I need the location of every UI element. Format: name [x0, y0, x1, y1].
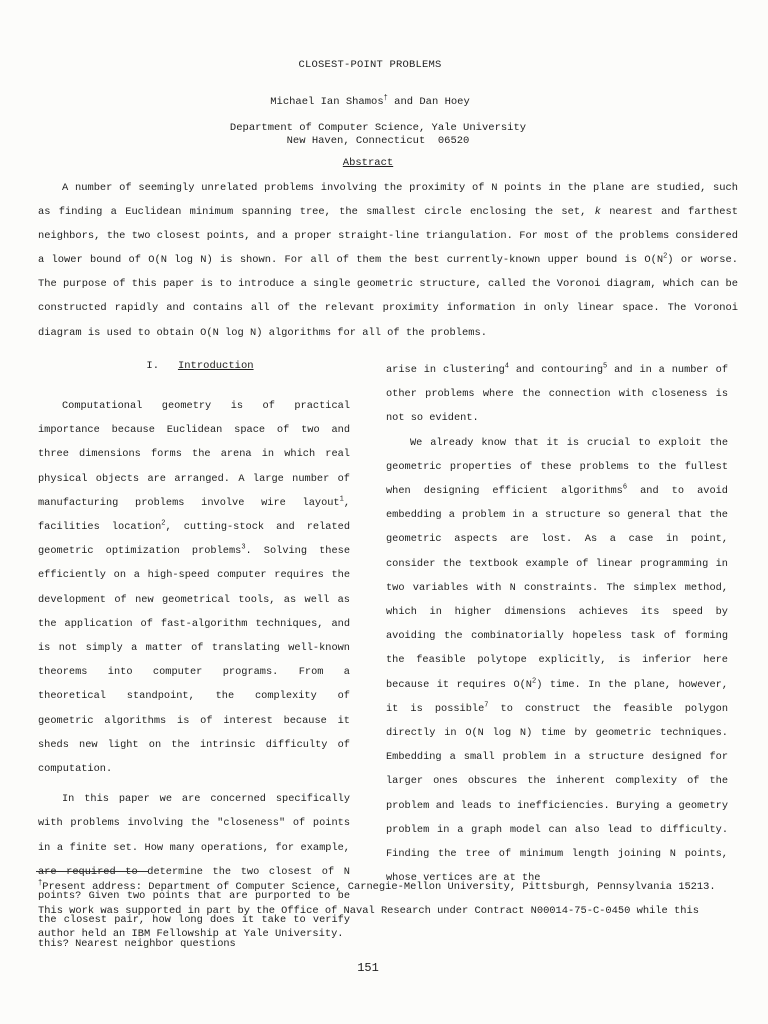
footnote-rule — [36, 871, 148, 872]
section-title: Introduction — [177, 360, 254, 372]
page-number: 151 — [357, 961, 379, 975]
intro-paragraph-2: In this paper we are concerned specifically with problems involving the "closeness" of points in a finite set. How many operations, for example, are required to determine the two closest of N points? Given two points that are purported to be the closest pair, how long does it take to verify this? Nearest neighbor questions — [38, 793, 350, 951]
affiliation — [0, 122, 756, 148]
abstract-heading: Abstract — [342, 157, 394, 169]
section-number: I. — [146, 360, 160, 372]
author-line — [0, 96, 740, 108]
footnote-support: This work was supported in part by the Office of Naval Research under Contract N00014-75-C-0450 while this author held an IBM Fellowship at Yale University. — [38, 904, 699, 940]
author-joiner: and — [387, 96, 420, 108]
affiliation-line-1: Department of Computer Science, Yale University — [229, 122, 527, 134]
abstract-k: k — [594, 206, 601, 219]
paper-title: CLOSEST-POINT PROBLEMS — [298, 59, 442, 71]
affiliation-line-2: New Haven, Connecticut 06520 — [286, 135, 470, 147]
left-column — [38, 394, 350, 957]
section-heading — [40, 360, 360, 372]
intro-paragraph-3: arise in clustering$^4$ and contouring$^5$ and in a number of other problems where the connection with closeness is not so evident. — [386, 362, 729, 425]
intro-paragraph-4: We already know that it is crucial to exploit the geometric properties of these problems to the fullest when designing efficient algorithms$^6$ and to avoid embedding a problem in a structure so general that the geometric aspects are lost. As a case in point, consider the textbook example of linear programming in two variables with N constraints. The simplex method, which in higher dimensions achieves its speed by avoiding the combinatorially hopeless task of forming the feasible polytope explicitly, is inferior here because it requires $O(N^2)$ time. In the plane, however, it is possible$^7$ to construct the feasible polygon directly in O(N log N) time by geometric techniques. Embedding a small problem in a structure designed for larger ones obscures the inherent complexity of the problem and leads to inefficiencies. Burying a geometry problem in a graph model can also lead to difficulty. Finding the tree of minimum length joining N points, whose vertices are at the — [386, 436, 728, 885]
author-hoey: Dan Hoey — [419, 96, 470, 108]
footnote-address: †Present address: Department of Computer Science, Carnegie-Mellon University, Pittsburgh, Pennsylvania 15213. — [38, 879, 716, 893]
right-column — [386, 358, 728, 890]
author-shamos: Michael Ian Shamos — [270, 96, 384, 108]
intro-paragraph-1: Computational geometry is of practical importance because Euclidean space of two and three dimensions forms the arena in which real physical objects are arranged. A large number of manufacturing problems involve wire layout$^1$, facilities location$^2$, cutting-stock and related geometric optimization problems$^3$. Solving these efficiently on a high-speed computer requires the development of new geometrical tools, as well as the application of fast-algorithm techniques, and is not simply a matter of translating well-known theorems into computer programs. From a theoretical standpoint, the complexity of geometric algorithms is of interest because it sheds new light on the intrinsic difficulty of computation. — [38, 400, 350, 776]
footnotes — [38, 876, 738, 947]
footnote-marker: † — [383, 94, 388, 103]
abstract-text: A number of seemingly unrelated problems involving the proximity of N points in the plane are studied, such as finding a Euclidean minimum spanning tree, the smallest circle enclosing the set, k nearest and farthest neighbors, the two closest points, and a proper straight-line triangulation. For most of the problems considered a lower bound of O(N log N) is shown. For all of them the best currently-known upper bound is $O(N^2)$ or worse. The purpose of this paper is to introduce a single geometric structure, called the Voronoi diagram, which can be constructed rapidly and contains all of the relevant proximity information in only linear space. The Voronoi diagram is used to obtain O(N log N) algorithms for all of the problems. — [38, 182, 739, 339]
